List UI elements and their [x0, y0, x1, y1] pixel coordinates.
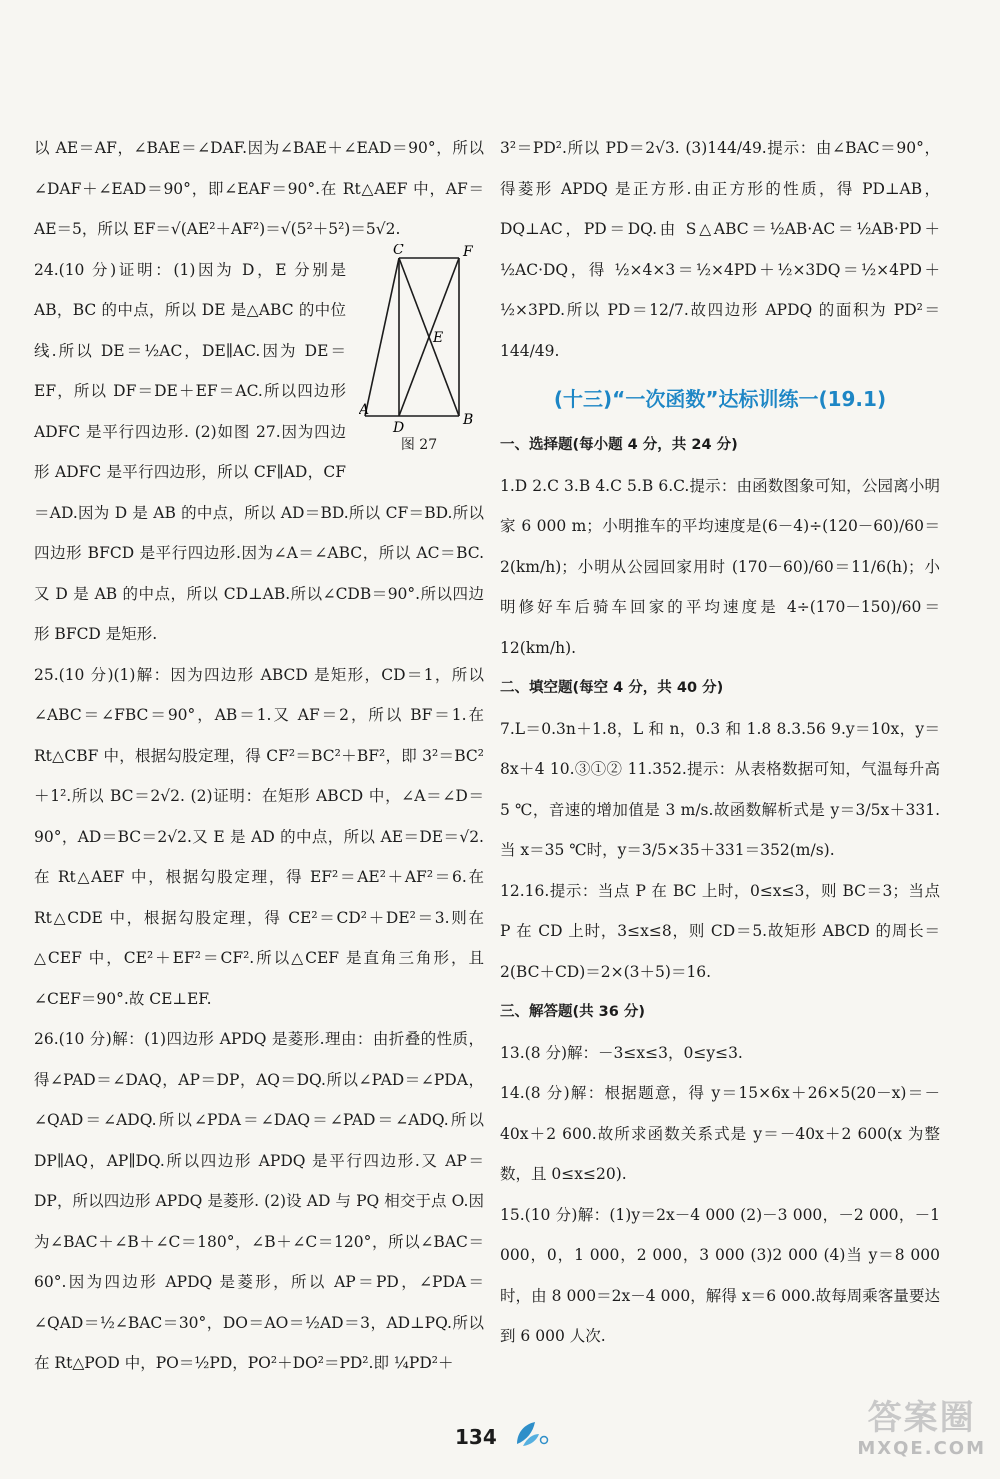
watermark-logo: 答案圈: [867, 1398, 976, 1438]
label-c: C: [393, 243, 404, 258]
part2-answers-1: 7.L＝0.3n＋1.8，L 和 n，0.3 和 1.8 8.3.56 9.y＝10x，y＝8x＋4 10.③①② 11.352.提示：从表格数据可知，气温每升高 5 ℃，音速的增加值是 3 m/s.故函数解析式是 y＝3/5x＋331.当 x＝35 ℃时，y＝3/5×35＋331＝352(m/s).: [500, 719, 940, 859]
left-column: [34, 128, 484, 1384]
label-f: F: [463, 243, 473, 260]
paragraph-26: 26.(10 分)解：(1)四边形 APDQ 是菱形.理由：由折叠的性质，得∠PAD＝∠DAQ，AP＝DP，AQ＝DQ.所以∠PAD＝∠PDA，∠QAD＝∠ADQ.所以∠PDA＝∠DAQ＝∠PAD＝∠ADQ.所以 DP∥AQ，AP∥DQ.所以四边形 APDQ 是平行四边形.又 AP＝DP，所以四边形 APDQ 是菱形. (2)设 AD 与 PQ 相交于点 O.因为∠BAC＋∠B＋∠C＝180°，∠B＋∠C＝120°，所以∠BAC＝60°.因为四边形 APDQ 是菱形，所以 AP＝PD，∠PDA＝∠QAD＝½∠BAC＝30°，DO＝AO＝½AD＝3，AD⊥PQ.所以在 Rt△POD 中，PO＝½PD，PO²＋DO²＝PD².即 ¼PD²＋: [34, 1030, 484, 1372]
right-column: [500, 128, 940, 1357]
section-title: (十三)“一次函数”达标训练一(19.1): [553, 387, 887, 411]
watermark: [857, 1398, 986, 1459]
part3-item-14: 14.(8 分)解：根据题意，得 y＝15×6x＋26×5(20－x)＝－40x＋2 600.故所求函数关系式是 y＝－40x＋2 600(x 为整数，且 0≤x≤20).: [500, 1084, 940, 1183]
paragraph-26-end: 3²＝PD².所以 PD＝2√3. (3)144/49.提示：由∠BAC＝90°，得菱形 APDQ 是正方形.由正方形的性质，得 PD⊥AB，DQ⊥AC，PD＝DQ.由 S△ABC＝½AB·AC＝½AB·PD＋½AC·DQ，得 ½×4×3＝½×4PD＋½×3DQ＝½×4PD＋½×3PD.所以 PD＝12/7.故四边形 APDQ 的面积为 PD²＝144/49.: [500, 139, 940, 360]
label-e: E: [433, 329, 444, 346]
paragraph-25: 25.(10 分)(1)解：因为四边形 ABCD 是矩形，CD＝1，所以∠ABC＝∠FBC＝90°，AB＝1.又 AF＝2，所以 BF＝1.在 Rt△CBF 中，根据勾股定理，得 CF²＝BC²＋BF²，即 3²＝BC²＋1².所以 BC＝2√2. (2)证明：在矩形 ABCD 中，∠A＝∠D＝90°，AD＝BC＝2√2.又 E 是 AD 的中点，所以 AE＝DE＝√2.在 Rt△AEF 中，根据勾股定理，得 EF²＝AE²＋AF²＝6.在 Rt△CDE 中，根据勾股定理，得 CE²＝CD²＋DE²＝3.则在△CEF 中，CE²＋EF²＝CF².所以△CEF 是直角三角形，且∠CEF＝90°.故 CE⊥EF.: [34, 665, 484, 1008]
part2-answers-2: 12.16.提示：当点 P 在 BC 上时，0≤x≤3，则 BC＝3；当点 P 在 CD 上时，3≤x≤8，则 CD＝5.故矩形 ABCD 的周长＝2(BC＋CD)＝2×(3＋5)＝16.: [500, 881, 940, 981]
part3-heading: 三、解答题(共 36 分): [500, 1004, 646, 1020]
figure-caption: 图 27: [400, 436, 438, 453]
leaf-logo-icon: [513, 1420, 549, 1448]
label-d: D: [393, 419, 405, 434]
part3-item-15: 15.(10 分)解：(1)y＝2x－4 000 (2)－3 000，－2 000，－1 000，0，1 000，2 000，3 000 (3)2 000 (4)当 y＝8 000 时，由 8 000＝2x－4 000，解得 x＝6 000.故每周乘客量要达到 6 000 人次.: [500, 1205, 940, 1345]
paragraph-24: 24.(10 分)证明：(1)因为 D，E 分别是 AB，BC 的中点，所以 DE 是△ABC 的中位线.所以 DE＝½AC，DE∥AC.因为 DE＝EF，所以 DF＝DE＋EF＝AC.所以四边形 ADFC 是平行四边形. (2)如图 27.因为四边形 ADFC 是平行四边形，所以 CF∥AD，CF＝AD.因为 D 是 AB 的中点，所以 AD＝BD.所以 CF＝BD.所以四边形 BFCD 是平行四边形.因为∠A＝∠ABC，所以 AC＝BC.又 D 是 AB 的中点，所以 CD⊥AB.所以∠CDB＝90°.所以四边形 BFCD 是矩形.: [34, 260, 484, 643]
part3-item-13: 13.(8 分)解：－3≤x≤3，0≤y≤3.: [500, 1043, 743, 1062]
label-a: A: [359, 401, 370, 418]
part1-heading: 一、选择题(每小题 4 分，共 24 分): [500, 437, 738, 453]
page-number: 134: [455, 1425, 497, 1449]
rectangle-diagram: [359, 244, 479, 434]
label-b: B: [463, 411, 474, 428]
watermark-url: MXQE.COM: [857, 1438, 986, 1459]
part2-heading: 二、填空题(每空 4 分，共 40 分): [500, 680, 724, 696]
part1-answers: 1.D 2.C 3.B 4.C 5.B 6.C.提示：由函数图象可知，公园离小明家 6 000 m；小明推车的平均速度是(6－4)÷(120－60)/60＝2(km/h)；小明从公园回家用时 (170－60)/60＝11/6(h)；小明修好车后骑车回家的平均速度是 4÷(170－150)/60＝12(km/h).: [500, 476, 940, 657]
figure-27: [354, 244, 484, 456]
paragraph-23-end: 以 AE＝AF，∠BAE＝∠DAF.因为∠BAE＋∠EAD＝90°，所以∠DAF＋∠EAD＝90°，即∠EAF＝90°.在 Rt△AEF 中，AF＝AE＝5，所以 EF＝√(AE²＋AF²)＝√(5²＋5²)＝5√2.: [34, 139, 484, 238]
